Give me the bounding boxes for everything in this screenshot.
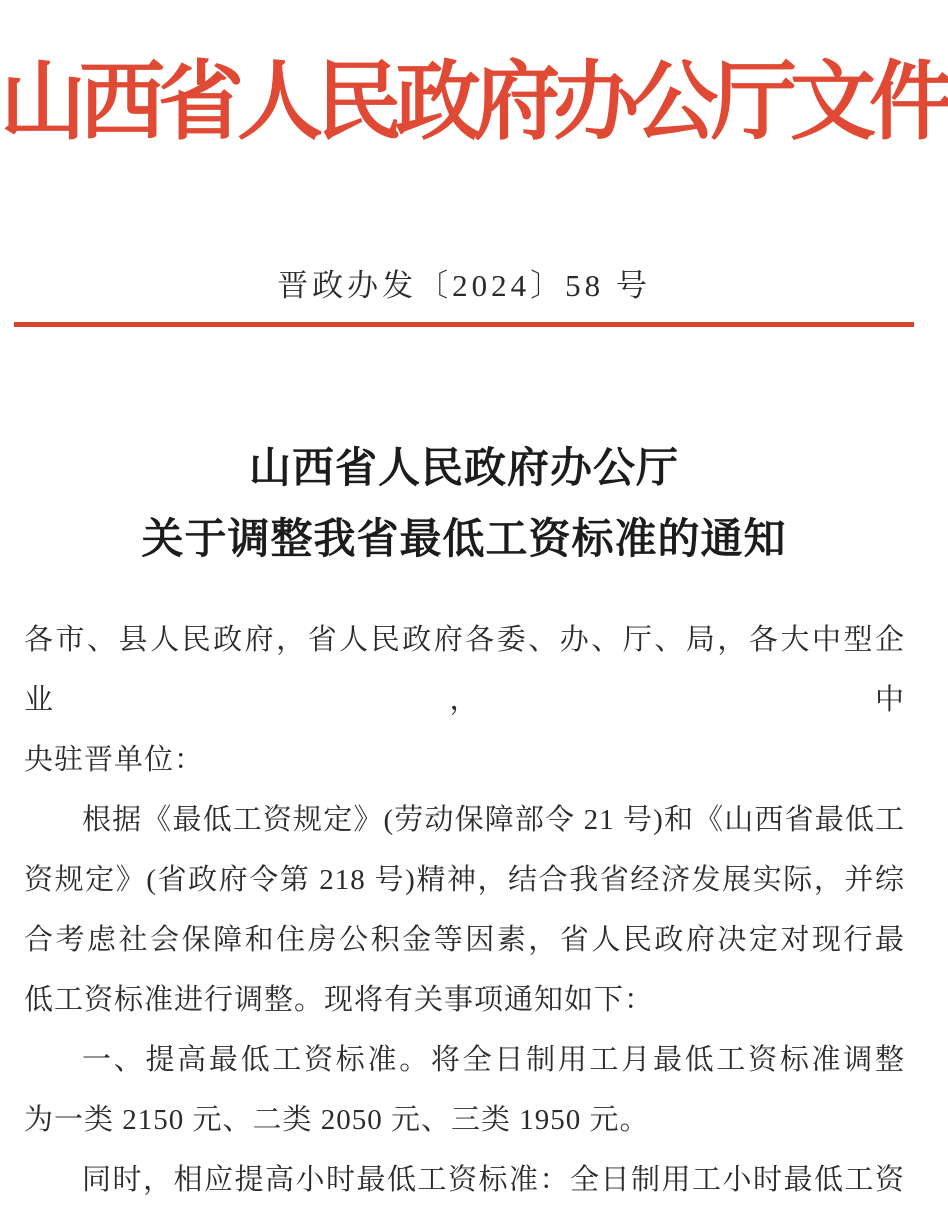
body-line: 低工资标准进行调整。现将有关事项通知如下： [24, 984, 655, 1016]
document-title-line1: 山西省人民政府办公厅 [248, 446, 679, 492]
document-page [0, 45, 948, 1197]
red-divider-line [14, 322, 914, 327]
body-line: 各市、县人民政府，省人民政府各委、办、厅、局，各大中型企业，中 [24, 624, 905, 716]
body-line: 合考虑社会保障和住房公积金等因素，省人民政府决定对现行最 [24, 924, 905, 956]
document-body [24, 610, 905, 1210]
paragraph-monthly-wage [24, 1030, 905, 1150]
body-line: 资规定》(省政府令第 218 号)精神，结合我省经济发展实际，并综 [24, 864, 905, 896]
body-line: 央驻晋单位： [24, 744, 205, 776]
body-line: 为一类 2150 元、二类 2050 元、三类 1950 元。 [24, 1104, 650, 1136]
document-number: 晋政办发〔2024〕58 号 [277, 268, 651, 303]
document-title-line2: 关于调整我省最低工资标准的通知 [141, 517, 787, 563]
paragraph-hourly-wage [24, 1150, 905, 1210]
agency-banner: 山西省人民政府办公厅文件 [0, 54, 948, 150]
body-line: 根据《最低工资规定》(劳动保障部令 21 号)和《山西省最低工 [82, 804, 905, 836]
body-line: 同时，相应提高小时最低工资标准：全日制用工小时最低工资 [82, 1164, 905, 1196]
document-title [0, 434, 928, 576]
paragraph-basis [24, 790, 905, 1030]
paragraph-addressees [24, 610, 905, 790]
body-line: 一、提高最低工资标准。将全日制用工月最低工资标准调整 [82, 1044, 905, 1076]
